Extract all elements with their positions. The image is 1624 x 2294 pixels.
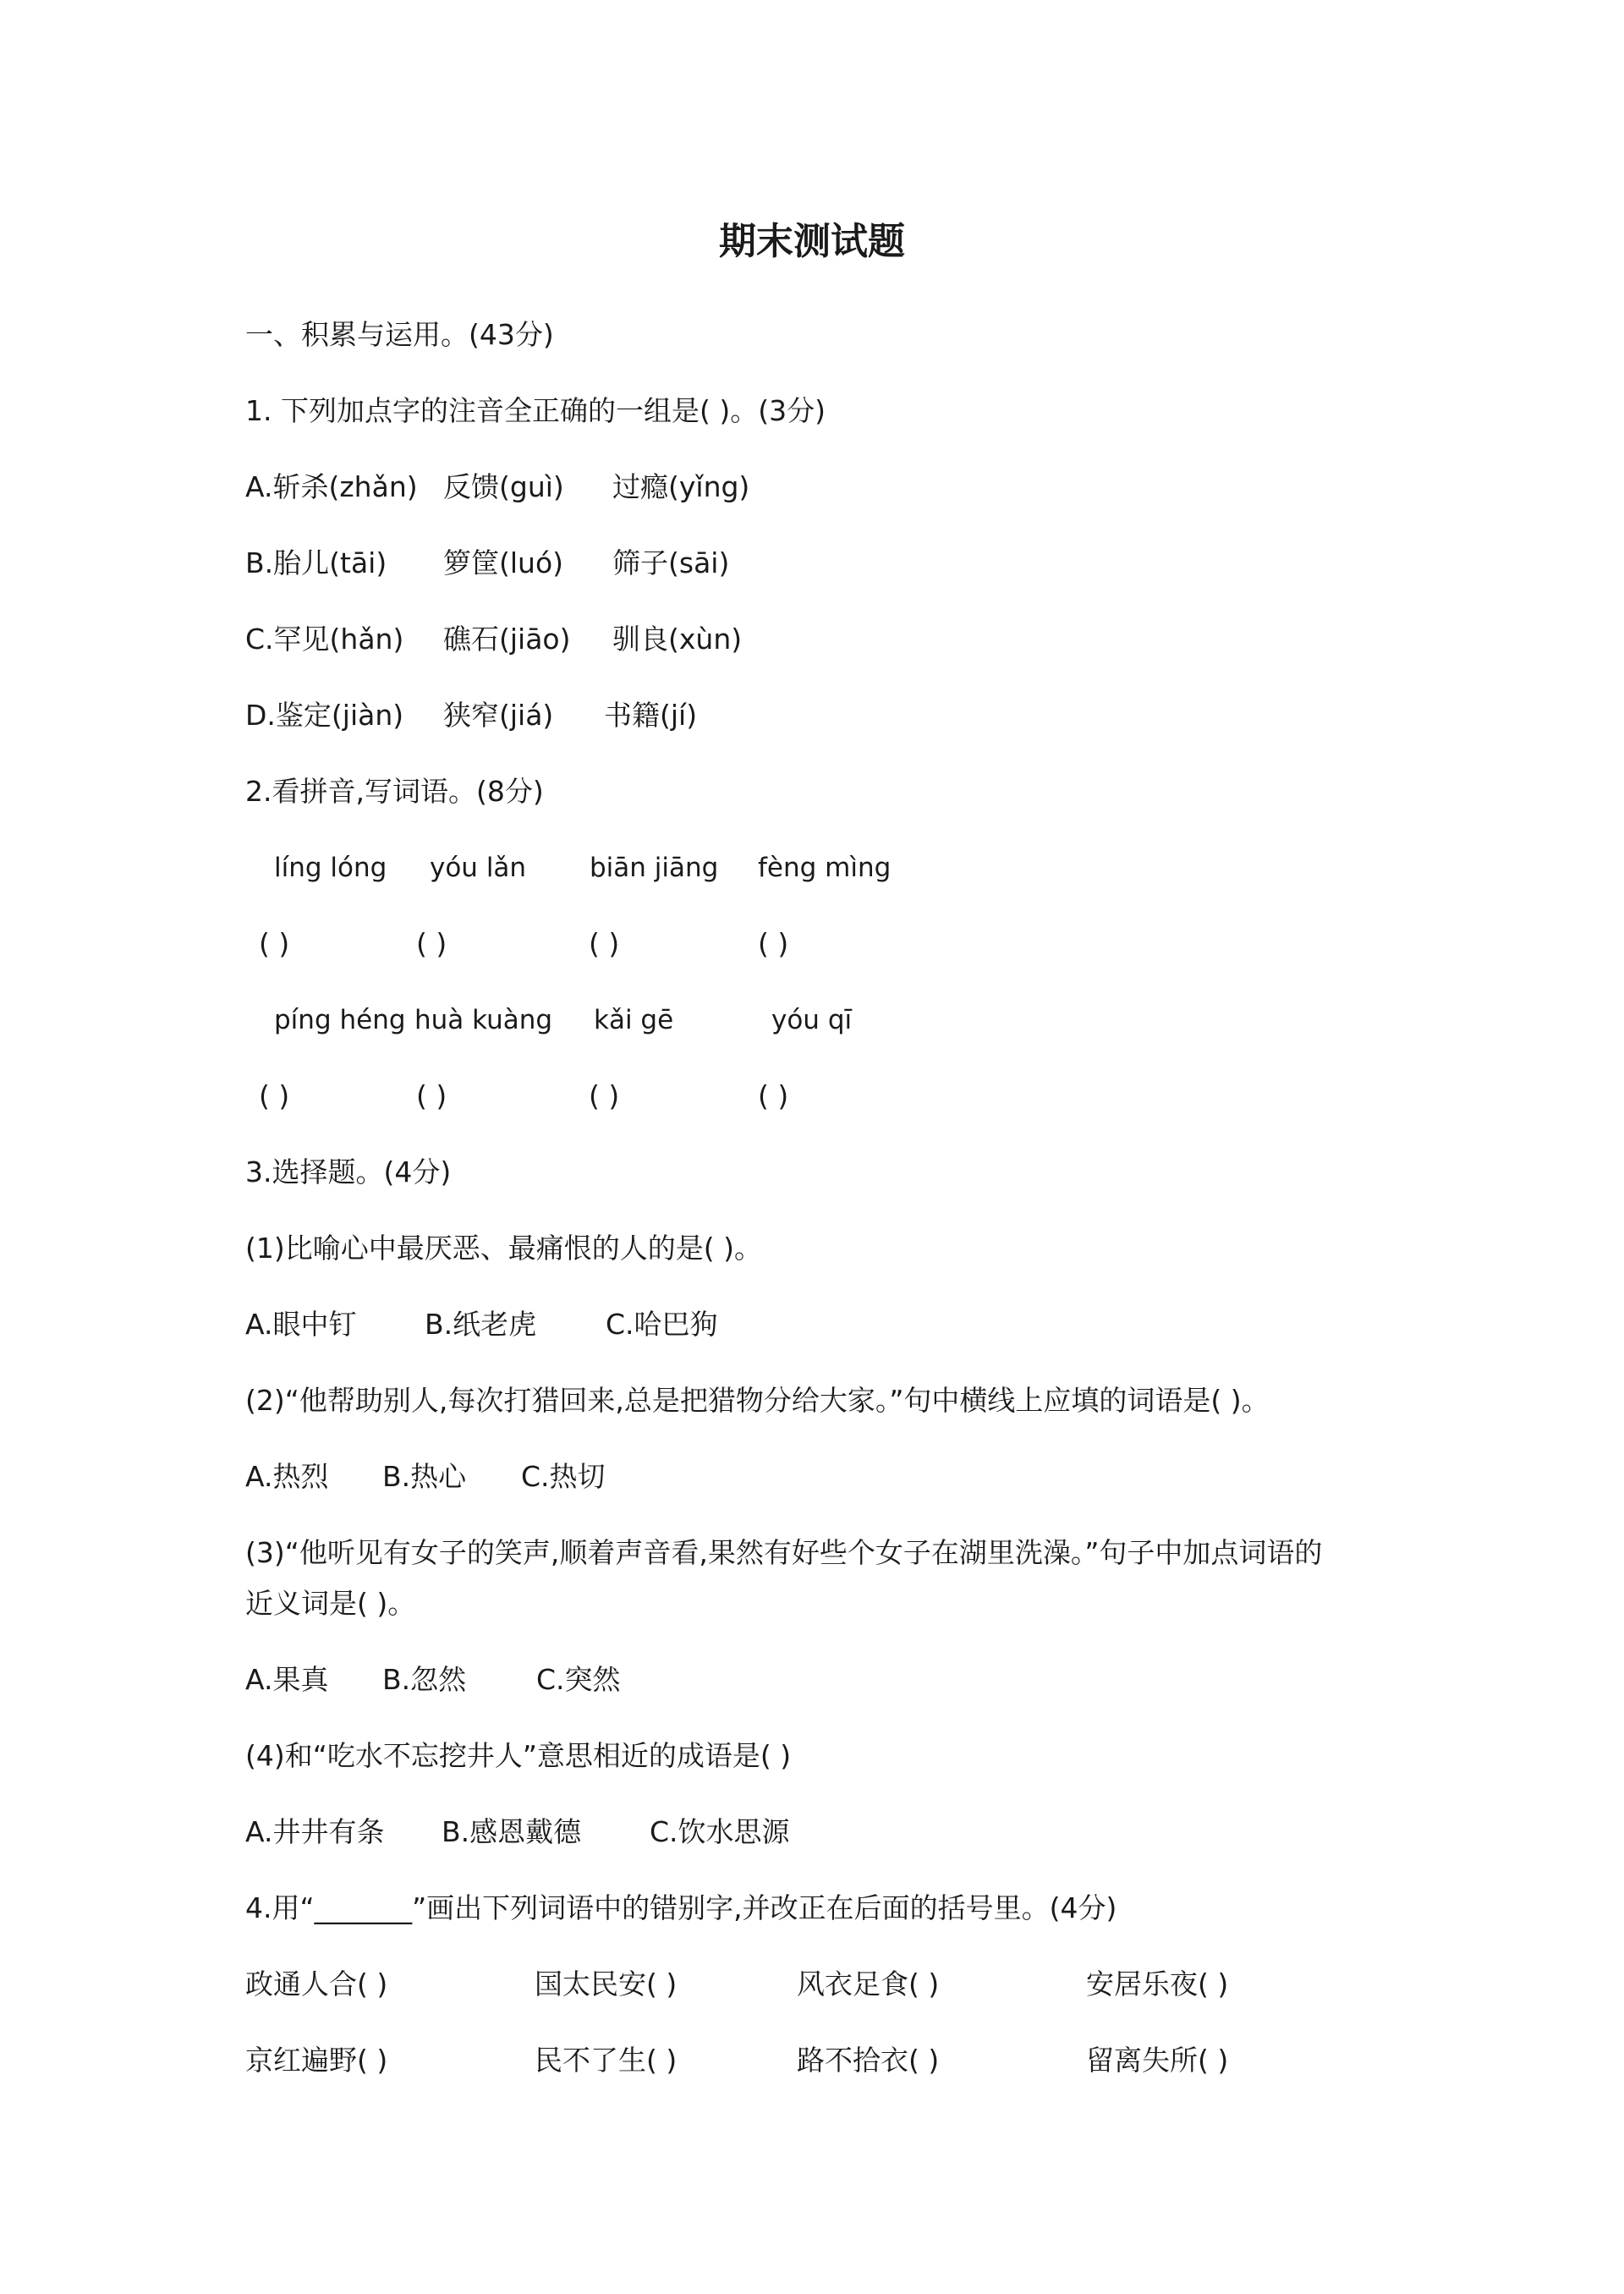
page-title: 期末测试题 bbox=[719, 220, 905, 263]
option: B.热心 bbox=[382, 1460, 467, 1493]
correction-item[interactable]: 留离失所( ) bbox=[1086, 2044, 1229, 2077]
q3-sub3-line2: 近义词是( )。 bbox=[245, 1587, 416, 1620]
option-word: 箩筐(luó) bbox=[443, 546, 564, 579]
q3-sub4: (4)和“吃水不忘挖井人”意思相近的成语是( ) bbox=[245, 1739, 792, 1772]
q4-stem: 4.用“_______”画出下列词语中的错别字,并改正在后面的括号里。(4分) bbox=[245, 1891, 1117, 1924]
option: B.忽然 bbox=[382, 1663, 467, 1696]
q1-stem: 1. 下列加点字的注音全正确的一组是( )。(3分) bbox=[245, 394, 826, 427]
answer-bracket[interactable]: ( ) bbox=[758, 1079, 789, 1112]
option-word: 狭窄(jiá) bbox=[443, 699, 554, 732]
option-word: 反馈(guì) bbox=[443, 470, 564, 503]
answer-bracket[interactable]: ( ) bbox=[259, 927, 290, 960]
pinyin: yóu qī bbox=[771, 1005, 853, 1035]
option-word: A.斩杀(zhǎn) bbox=[245, 470, 418, 503]
q3-sub1: (1)比喻心中最厌恶、最痛恨的人的是( )。 bbox=[245, 1232, 762, 1265]
q3-sub2: (2)“他帮助别人,每次打猎回来,总是把猎物分给大家。”句中横线上应填的词语是( )。 bbox=[245, 1384, 1270, 1417]
option-word: 书籍(jí) bbox=[604, 699, 698, 732]
q2-stem: 2.看拼音,写词语。(8分) bbox=[245, 775, 544, 808]
correction-item[interactable]: 安居乐夜( ) bbox=[1086, 1967, 1229, 2000]
answer-bracket[interactable]: ( ) bbox=[259, 1079, 290, 1112]
option-word: B.胎儿(tāi) bbox=[245, 546, 387, 579]
option-word: 驯良(xùn) bbox=[612, 623, 743, 656]
option: B.纸老虎 bbox=[425, 1308, 537, 1341]
option: C.饮水思源 bbox=[650, 1815, 790, 1848]
pinyin: biān jiāng bbox=[590, 853, 719, 883]
answer-bracket[interactable]: ( ) bbox=[589, 1079, 620, 1112]
answer-bracket[interactable]: ( ) bbox=[416, 927, 447, 960]
option-word: D.鉴定(jiàn) bbox=[245, 699, 404, 732]
option: A.眼中钉 bbox=[245, 1308, 357, 1341]
correction-item[interactable]: 民不了生( ) bbox=[535, 2044, 678, 2077]
option-word: C.罕见(hǎn) bbox=[245, 623, 404, 656]
option-word: 礁石(jiāo) bbox=[443, 623, 571, 656]
pinyin: píng héng bbox=[274, 1005, 406, 1035]
option-word: 过瘾(yǐng) bbox=[612, 470, 750, 503]
option: B.感恩戴德 bbox=[442, 1815, 582, 1848]
correction-item[interactable]: 京红遍野( ) bbox=[245, 2044, 388, 2077]
correction-item[interactable]: 风衣足食( ) bbox=[797, 1967, 940, 2000]
answer-bracket[interactable]: ( ) bbox=[589, 927, 620, 960]
pinyin: fèng mìng bbox=[758, 853, 892, 883]
q3-stem: 3.选择题。(4分) bbox=[245, 1155, 452, 1188]
option: A.热烈 bbox=[245, 1460, 329, 1493]
answer-bracket[interactable]: ( ) bbox=[416, 1079, 447, 1112]
section-heading: 一、积累与运用。(43分) bbox=[245, 318, 554, 351]
pinyin: kǎi gē bbox=[594, 1005, 674, 1035]
pinyin: yóu lǎn bbox=[430, 853, 527, 883]
correction-item[interactable]: 路不拾衣( ) bbox=[797, 2044, 940, 2077]
q3-sub3-line1: (3)“他听见有女子的笑声,顺着声音看,果然有好些个女子在湖里洗澡。”句子中加点词语的 bbox=[245, 1536, 1323, 1569]
option: A.井井有条 bbox=[245, 1815, 385, 1848]
option: C.突然 bbox=[536, 1663, 621, 1696]
option: C.热切 bbox=[521, 1460, 606, 1493]
answer-bracket[interactable]: ( ) bbox=[758, 927, 789, 960]
pinyin: líng lóng bbox=[274, 853, 387, 883]
correction-item[interactable]: 政通人合( ) bbox=[245, 1967, 388, 2000]
option: A.果真 bbox=[245, 1663, 329, 1696]
option-word: 筛子(sāi) bbox=[612, 546, 730, 579]
pinyin: huà kuàng bbox=[414, 1005, 553, 1035]
correction-item[interactable]: 国太民安( ) bbox=[535, 1967, 678, 2000]
option: C.哈巴狗 bbox=[606, 1308, 718, 1341]
